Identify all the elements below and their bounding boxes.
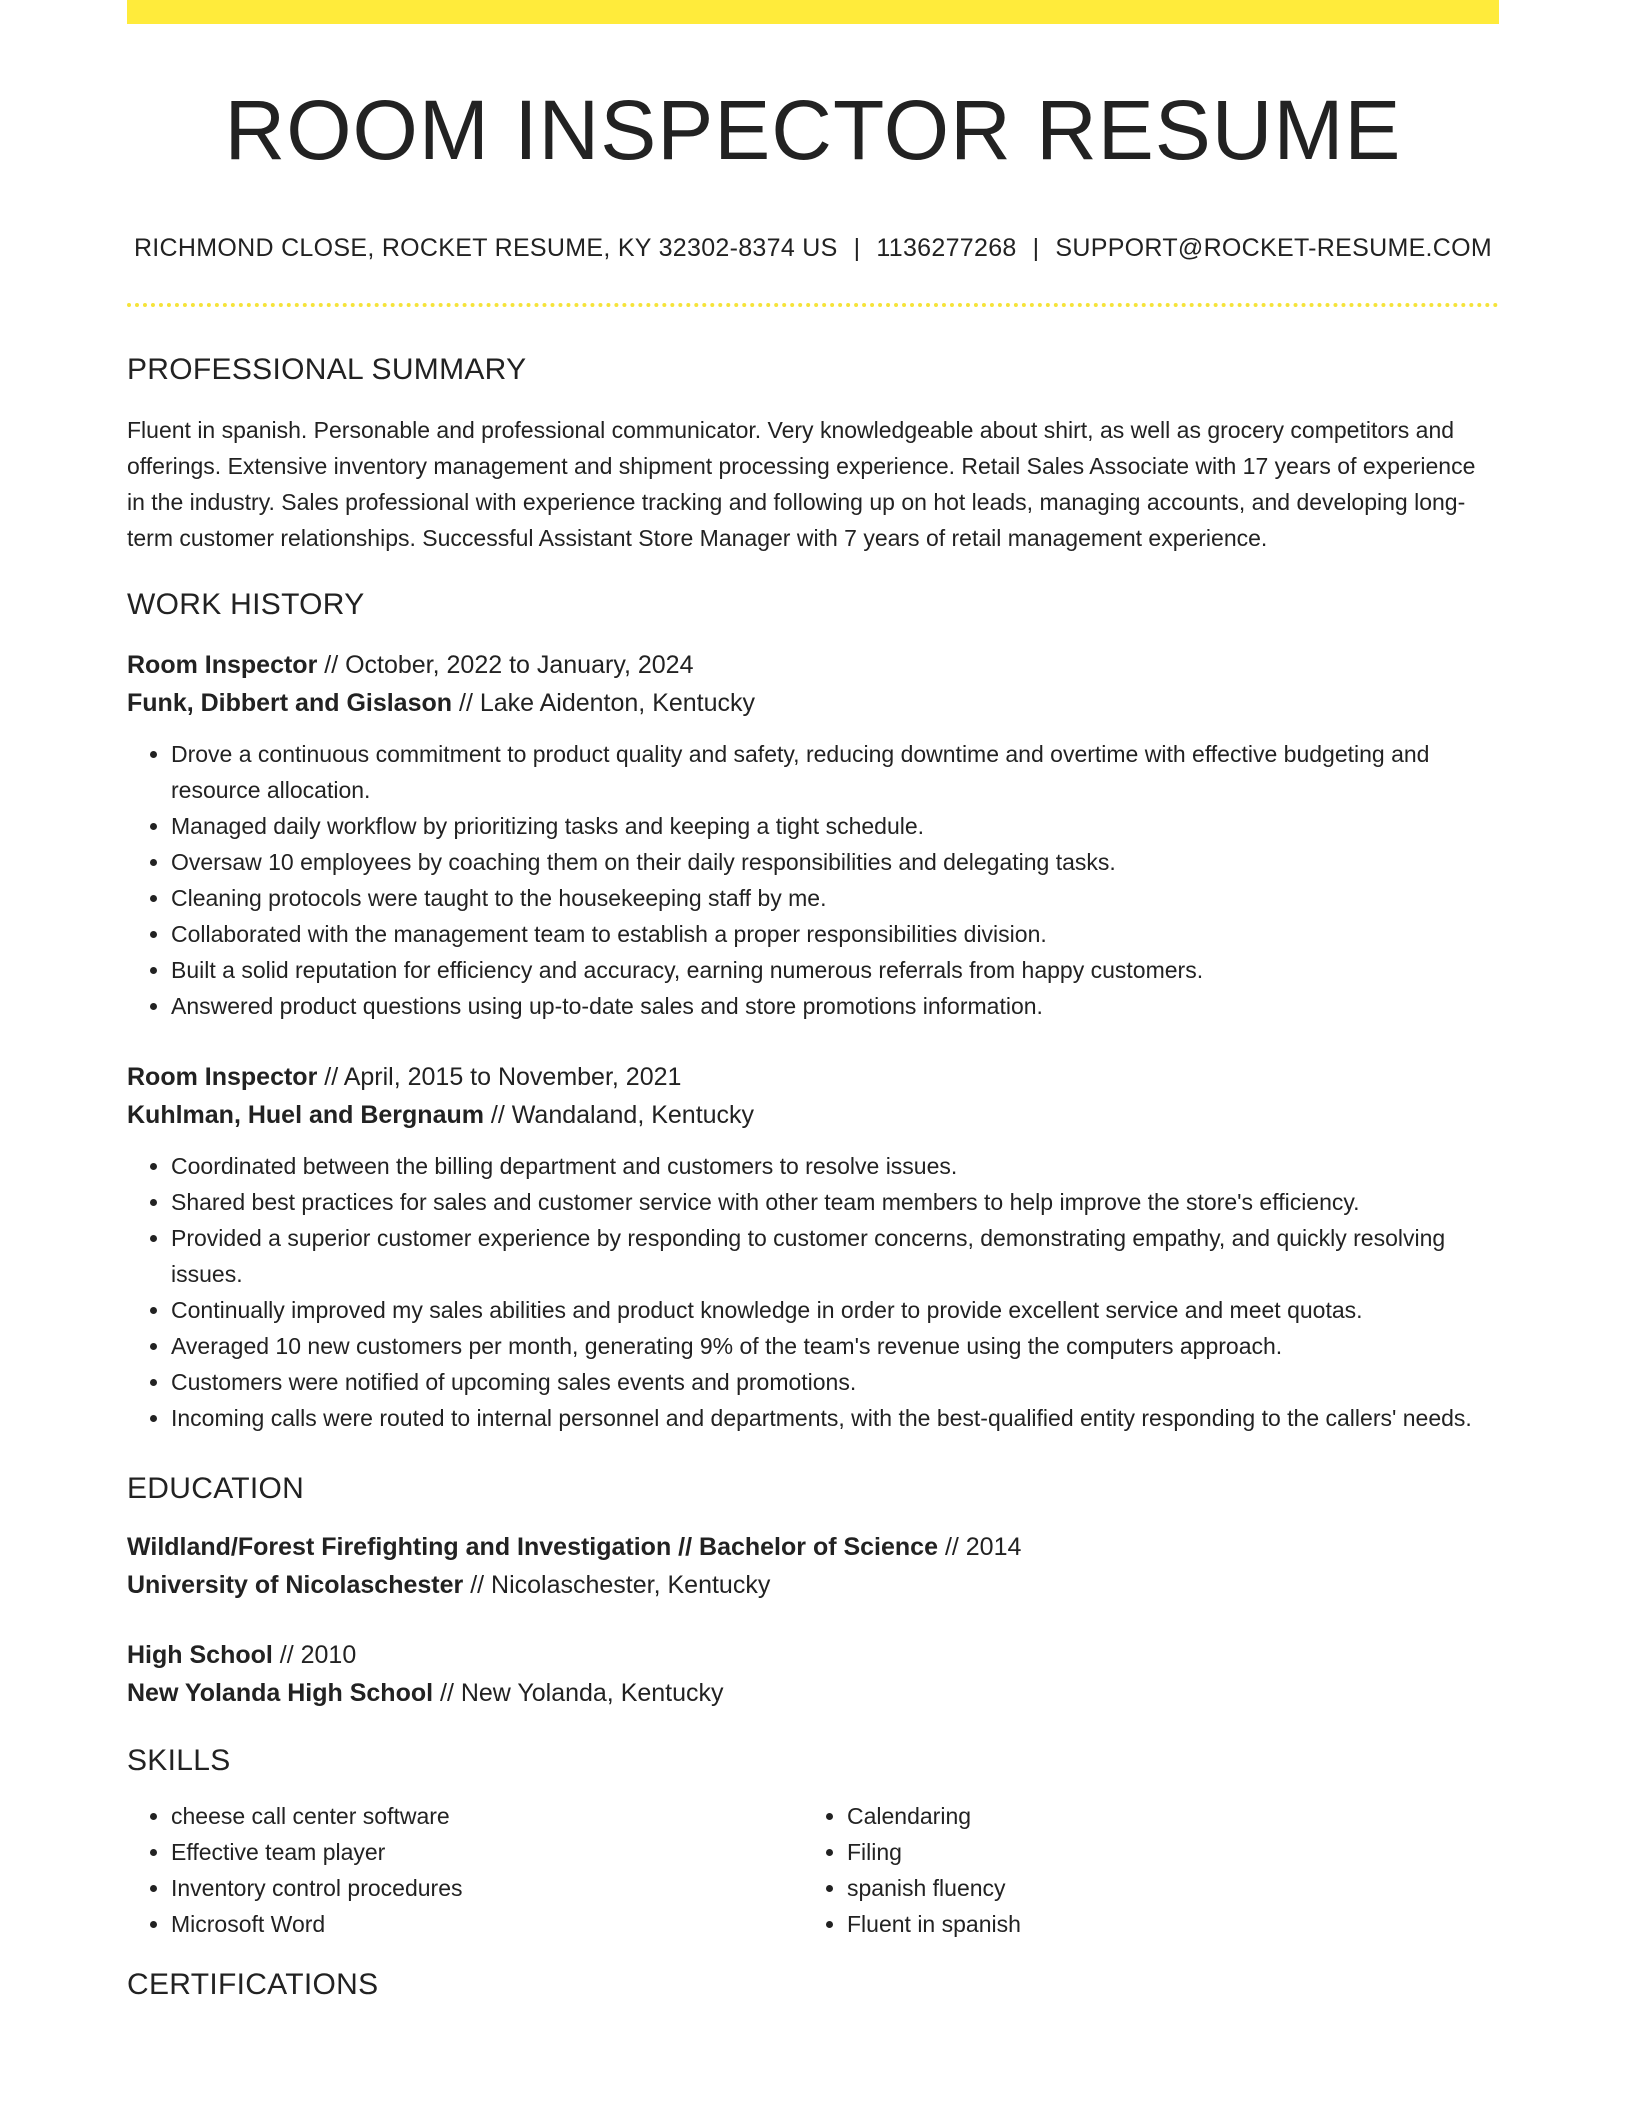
education-entry — [127, 1636, 1499, 1712]
graduation-year: // 2014 — [938, 1533, 1022, 1562]
job-dates: // April, 2015 to November, 2021 — [317, 1063, 682, 1092]
education-entry — [127, 1528, 1499, 1604]
contact-email: SUPPORT@ROCKET-RESUME.COM — [1055, 234, 1493, 263]
work-history-heading: WORK HISTORY — [127, 588, 365, 622]
school-location: // Nicolaschester, Kentucky — [463, 1571, 771, 1600]
job-bullets — [127, 736, 1499, 1024]
job-bullet: • Shared best practices for sales and customer service with other team members to help improve the store's efficiency. — [171, 1184, 1499, 1220]
job-company: Kuhlman, Huel and Bergnaum — [127, 1101, 484, 1130]
contact-separator: | — [1032, 234, 1040, 263]
contact-address: RICHMOND CLOSE, ROCKET RESUME, KY 32302-8374 US — [133, 234, 838, 263]
education-heading: EDUCATION — [127, 1472, 305, 1506]
skill-item: • Microsoft Word — [171, 1906, 803, 1942]
job-location: // Wandaland, Kentucky — [483, 1101, 755, 1130]
job-bullet: • Managed daily workflow by prioritizing tasks and keeping a tight schedule. — [171, 808, 1499, 844]
resume-page — [127, 0, 1499, 2002]
job-bullet: • Coordinated between the billing department and customers to resolve issues. — [171, 1148, 1499, 1184]
summary-text: Fluent in spanish. Personable and professional communicator. Very knowledgeable about shirt, as well as grocery competitors and offerings. Extensive inventory management and shipment processing experience. Retail Sales Associate with 17 years of experience in the industry. Sales professional with experience tracking and following up on hot leads, managing accounts, and developing long-term customer relationships. Successful Assistant Store Manager with 7 years of retail management experience. — [127, 417, 1476, 552]
job-bullets — [127, 1148, 1499, 1436]
degree-line — [127, 1636, 1499, 1674]
job-entry — [127, 646, 1499, 1024]
job-bullet: • Cleaning protocols were taught to the housekeeping staff by me. — [171, 880, 1499, 916]
job-bullet: • Answered product questions using up-to-date sales and store promotions information. — [171, 988, 1499, 1024]
school-location: // New Yolanda, Kentucky — [433, 1679, 724, 1708]
skill-item: • Inventory control procedures — [171, 1870, 803, 1906]
summary-heading: PROFESSIONAL SUMMARY — [127, 353, 527, 387]
job-bullet: • Drove a continuous commitment to product quality and safety, reducing downtime and overtime with effective budgeting and resource allocation. — [171, 736, 1499, 808]
job-bullet: • Provided a superior customer experience by responding to customer concerns, demonstrating empathy, and quickly resolving issues. — [171, 1220, 1499, 1292]
job-bullet: • Oversaw 10 employees by coaching them on their daily responsibilities and delegating tasks. — [171, 844, 1499, 880]
skill-item: • Fluent in spanish — [847, 1906, 1479, 1942]
job-company-line — [127, 684, 1499, 722]
school-line — [127, 1674, 1499, 1712]
job-bullet: • Collaborated with the management team to establish a proper responsibilities division. — [171, 916, 1499, 952]
degree-line — [127, 1528, 1499, 1566]
contact-phone: 1136277268 — [876, 234, 1017, 263]
school-name: New Yolanda High School — [127, 1679, 434, 1708]
skill-item: • spanish fluency — [847, 1870, 1479, 1906]
job-entry — [127, 1058, 1499, 1436]
skill-item: • Effective team player — [171, 1834, 803, 1870]
job-bullet: • Averaged 10 new customers per month, generating 9% of the team's revenue using the computers approach. — [171, 1328, 1499, 1364]
job-bullet: • Continually improved my sales abilities and product knowledge in order to provide excellent service and meet quotas. — [171, 1292, 1499, 1328]
skill-item: • Calendaring — [847, 1798, 1479, 1834]
skill-item: • cheese call center software — [171, 1798, 803, 1834]
certifications-heading: CERTIFICATIONS — [127, 1968, 379, 2002]
school-name: University of Nicolaschester — [127, 1571, 464, 1600]
job-dates: // October, 2022 to January, 2024 — [317, 651, 694, 680]
contact-line — [127, 234, 1499, 263]
dotted-divider — [127, 303, 1499, 307]
degree: Wildland/Forest Firefighting and Investigation // Bachelor of Science — [127, 1533, 938, 1562]
job-bullet: • Customers were notified of upcoming sales events and promotions. — [171, 1364, 1499, 1400]
resume-title: ROOM INSPECTOR RESUME — [224, 83, 1402, 177]
job-location: // Lake Aidenton, Kentucky — [452, 689, 756, 718]
degree: High School — [127, 1641, 273, 1670]
job-title-line — [127, 646, 1499, 684]
job-company-line — [127, 1096, 1499, 1134]
job-bullet: • Incoming calls were routed to internal personnel and departments, with the best-qualified entity responding to the callers' needs. — [171, 1400, 1499, 1436]
job-title-line — [127, 1058, 1499, 1096]
school-line — [127, 1566, 1499, 1604]
contact-separator: | — [853, 234, 861, 263]
skills-column-right — [803, 1798, 1479, 1942]
skills-list — [127, 1798, 1499, 1942]
job-title: Room Inspector — [127, 651, 318, 680]
job-bullet: • Built a solid reputation for efficiency and accuracy, earning numerous referrals from happy customers. — [171, 952, 1499, 988]
skills-heading: SKILLS — [127, 1744, 231, 1778]
job-title: Room Inspector — [127, 1063, 318, 1092]
accent-bar — [127, 0, 1499, 24]
graduation-year: // 2010 — [272, 1641, 357, 1670]
job-company: Funk, Dibbert and Gislason — [127, 689, 453, 718]
skills-column-left — [127, 1798, 803, 1942]
skill-item: • Filing — [847, 1834, 1479, 1870]
